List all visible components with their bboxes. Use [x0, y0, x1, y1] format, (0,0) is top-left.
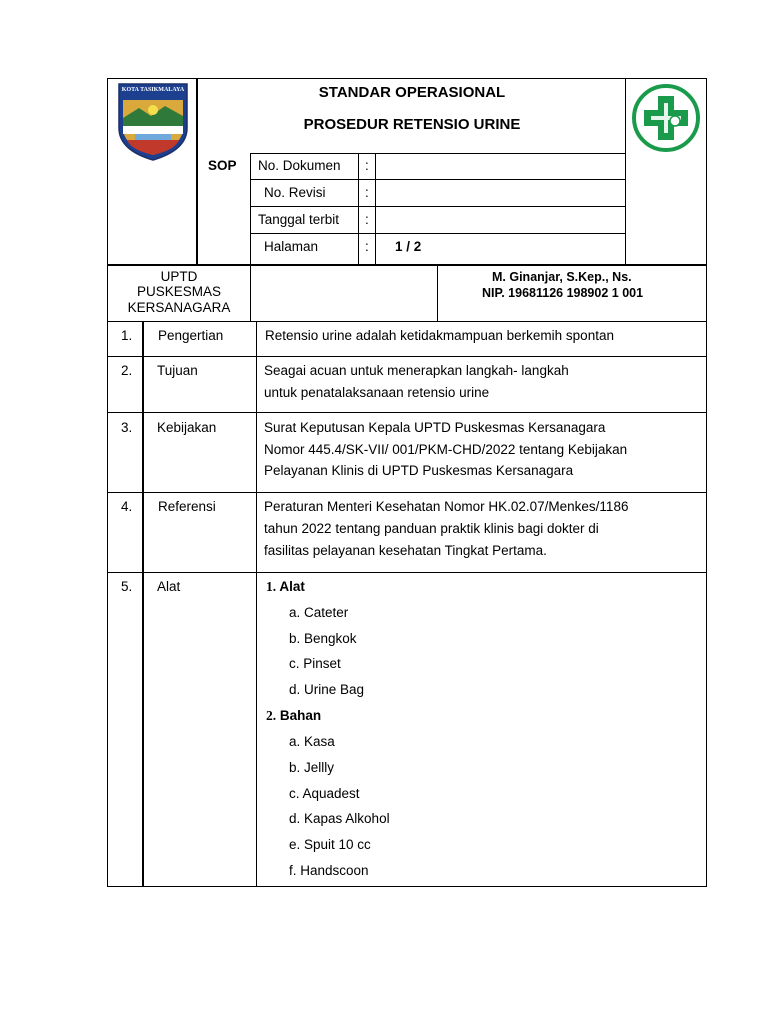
section-4-number: 4. [121, 499, 133, 514]
bahan-item: c. Aquadest [289, 786, 360, 801]
puskesmas-cross-logo [631, 83, 701, 153]
section-2-number: 2. [121, 363, 133, 378]
section-5-number: 5. [121, 579, 133, 594]
doc-title-line2: PROSEDUR RETENSIO URINE [303, 116, 521, 133]
bahan-item: e. Spuit 10 cc [289, 837, 371, 852]
section-1-text: Retensio urine adalah ketidakmampuan berkemih spontan [265, 328, 614, 343]
revision-label: No. Revisi [264, 185, 326, 200]
section-4-text-line1: Peraturan Menteri Kesehatan Nomor HK.02.07/Menkes/1186 [264, 499, 629, 514]
section-3-number: 3. [121, 420, 133, 435]
section-2-text-line2: untuk penatalaksanaan retensio urine [264, 385, 490, 400]
bahan-item: a. Kasa [289, 734, 335, 749]
signer-nip [482, 285, 643, 301]
section-1-label: Pengertian [158, 328, 224, 343]
alat-heading-text: Alat [279, 579, 305, 594]
signer-nip-value: . 19681126 198902 1 001 [501, 286, 644, 300]
section-4-label: Referensi [158, 499, 216, 514]
section-5-label: Alat [157, 579, 181, 594]
section-4-text-line3: fasilitas pelayanan kesehatan Tingkat Pertama. [264, 543, 547, 558]
page-sep: : [365, 239, 369, 254]
section-3-text-line1: Surat Keputusan Kepala UPTD Puskesmas Kersanagara [264, 420, 606, 435]
section-3-text-line2: Nomor 445.4/SK-VII/ 001/PKM-CHD/2022 tentang Kebijakan [264, 442, 628, 457]
org-line3: KERSANAGARA [127, 300, 231, 315]
section-2-text-line1: Seagai acuan untuk menerapkan langkah- langkah [264, 363, 569, 378]
sop-label: SOP [208, 158, 237, 173]
page-label: Halaman [264, 239, 319, 254]
doc-title-line1: STANDAR OPERASIONAL [318, 84, 506, 101]
section-1-number: 1. [121, 328, 133, 343]
signer-nip-label: NIP [482, 286, 502, 300]
bahan-heading-text: Bahan [279, 708, 322, 723]
org-line2: PUSKESMAS [136, 284, 222, 299]
alat-item: b. Bengkok [289, 631, 357, 646]
section-3-label: Kebijakan [157, 420, 217, 435]
alat-item: a. Cateter [289, 605, 349, 620]
issue-date-sep: : [365, 212, 369, 227]
section-2-label: Tujuan [157, 363, 198, 378]
bahan-heading [266, 708, 321, 724]
doc-number-sep: : [365, 158, 369, 173]
bahan-heading-number: 2. [266, 708, 277, 723]
doc-number-label: No. Dokumen [258, 158, 341, 173]
bahan-item: b. Jellly [289, 760, 335, 775]
issue-date-label: Tanggal terbit [258, 212, 340, 227]
emblem-arc-text: KOTA TASIKMALAYA [121, 87, 185, 93]
city-emblem-logo [113, 80, 193, 162]
revision-sep: : [365, 185, 369, 200]
alat-heading [266, 579, 305, 595]
bahan-item: f. Handscoon [289, 863, 369, 878]
section-3-text-line3: Pelayanan Klinis di UPTD Puskesmas Kersanagara [264, 463, 574, 478]
alat-heading-number: 1. [266, 579, 277, 594]
alat-item: c. Pinset [289, 656, 341, 671]
page-value: 1 / 2 [395, 239, 422, 254]
org-line1: UPTD [160, 269, 198, 284]
alat-item: d. Urine Bag [289, 682, 365, 697]
signer-name: M. Ginanjar, S.Kep., Ns. [492, 270, 632, 284]
bahan-item: d. Kapas Alkohol [289, 811, 390, 826]
section-4-text-line2: tahun 2022 tentang panduan praktik klinis bagi dokter di [264, 521, 599, 536]
